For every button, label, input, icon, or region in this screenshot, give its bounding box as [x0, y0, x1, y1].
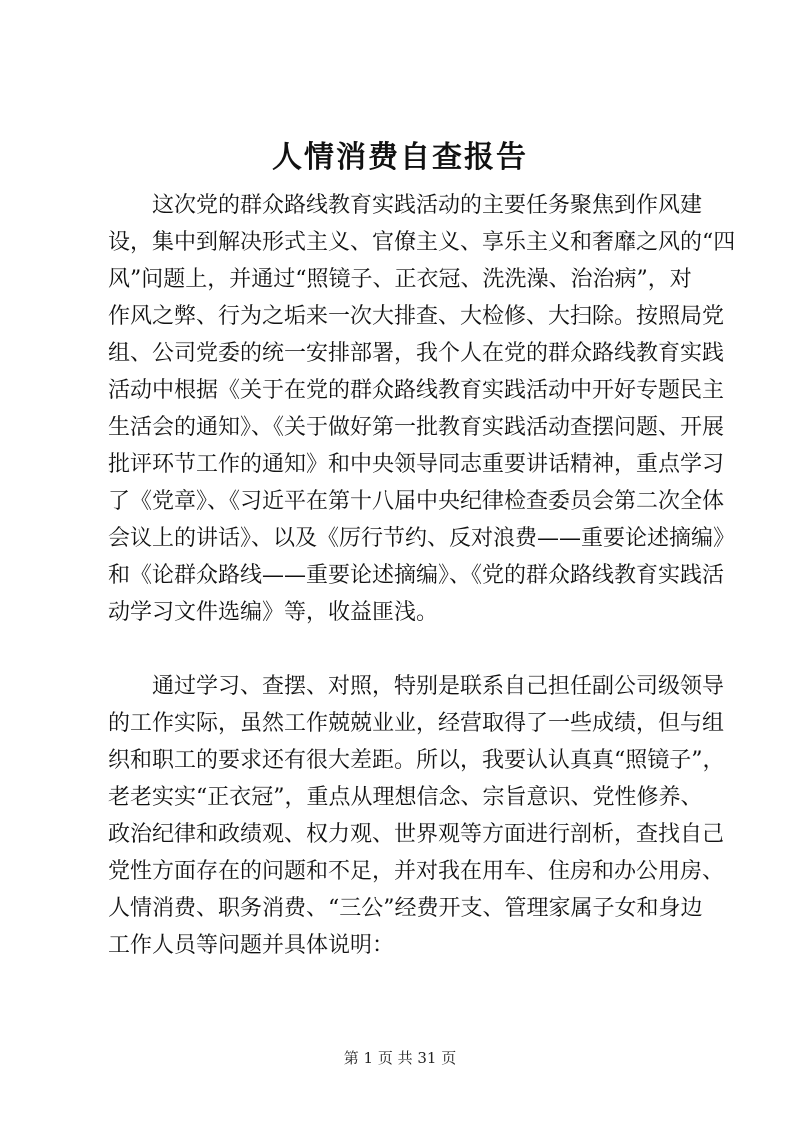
paragraph-line: 活动中根据《关于在党的群众路线教育实践活动中开好专题民主: [108, 378, 725, 403]
paragraph-2: [108, 668, 725, 964]
paragraph-line: 通过学习、查摆、对照，特别是联系自己担任副公司级领导: [152, 674, 725, 699]
paragraph-line: 会议上的讲话》、以及《厉行节约、反对浪费——重要论述摘编》: [108, 526, 736, 551]
paragraph-line: 风”问题上，并通过“照镜子、正衣冠、洗洗澡、治治病”，对: [108, 267, 692, 292]
paragraph-line: 这次党的群众路线教育实践活动的主要任务聚焦到作风建: [152, 193, 703, 218]
page-footer: 第 1 页 共 31 页: [343, 1049, 457, 1067]
paragraph-line: 了《党章》、《习近平在第十八届中央纪律检查委员会第二次全体: [108, 489, 725, 514]
paragraph-line: 设，集中到解决形式主义、官僚主义、享乐主义和奢靡之风的“四: [108, 230, 736, 255]
paragraph-line: 织和职工的要求还有很大差距。所以，我要认认真真“照镜子”，: [108, 748, 725, 773]
paragraph-line: 组、公司党委的统一安排部署，我个人在党的群众路线教育实践: [108, 341, 725, 366]
document-title: 人情消费自查报告: [272, 140, 528, 175]
paragraph-line: 人情消费、职务消费、“三公”经费开支、管理家属子女和身边: [108, 896, 703, 921]
paragraph-line: 的工作实际，虽然工作兢兢业业，经营取得了一些成绩，但与组: [108, 711, 725, 736]
paragraph-line: 政治纪律和政绩观、权力观、世界观等方面进行剖析，查找自己: [108, 822, 725, 847]
paragraph-line: 作风之弊、行为之垢来一次大排查、大检修、大扫除。按照局党: [108, 304, 725, 329]
paragraph-line: 工作人员等问题并具体说明：: [108, 933, 395, 958]
paragraph-line: 动学习文件选编》等，收益匪浅。: [108, 600, 439, 625]
paragraph-1: [108, 187, 736, 631]
paragraph-line: 老老实实“正衣冠”，重点从理想信念、宗旨意识、党性修养、: [108, 785, 703, 810]
paragraph-line: 和《论群众路线——重要论述摘编》、《党的群众路线教育实践活: [108, 563, 725, 588]
paragraph-line: 批评环节工作的通知》和中央领导同志重要讲话精神，重点学习: [108, 452, 725, 477]
paragraph-line: 党性方面存在的问题和不足，并对我在用车、住房和办公用房、: [108, 859, 725, 884]
paragraph-line: 生活会的通知》、《关于做好第一批教育实践活动查摆问题、开展: [108, 415, 725, 440]
